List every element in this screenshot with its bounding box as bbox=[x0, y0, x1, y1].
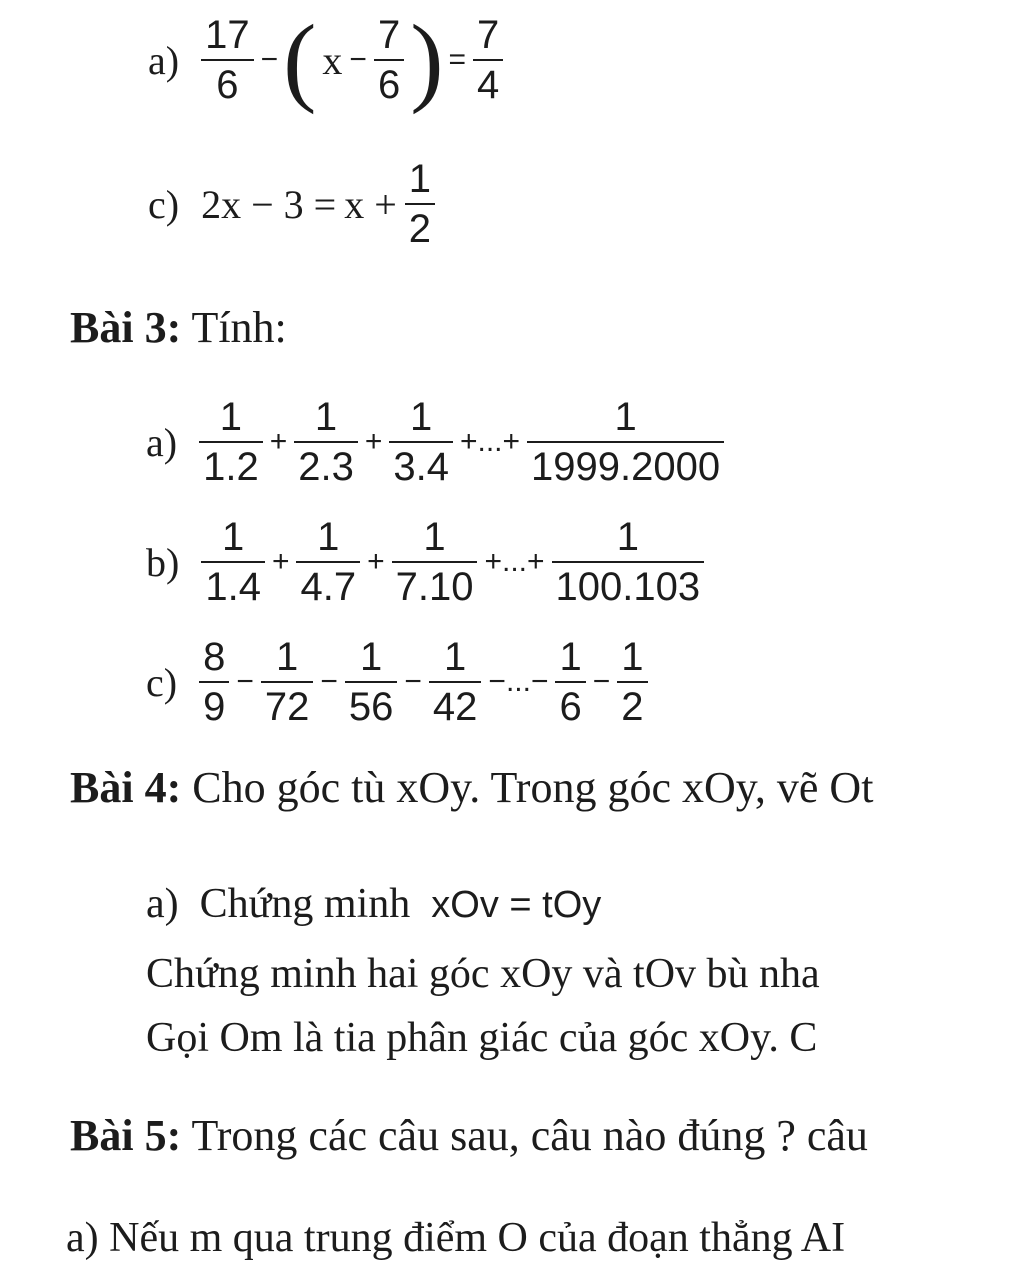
equation-a: a) $\frac{17}{6}$ − ( x − $\frac{7}{6}$ ) = $\frac{7}{4}$ bbox=[148, 10, 507, 110]
label-c: c) bbox=[148, 181, 180, 227]
item-5a: a) Nếu m qua trung điểm O của đoạn thẳng AI bbox=[66, 1215, 846, 1261]
sum-3a: a) $\frac{1}{1.2}$ + $\frac{1}{2.3}$ + $\frac{1}{3.4}$ +...+ $\frac{1}{1999.2000}$ bbox=[146, 396, 728, 488]
term: $\frac{1}{1.4}$ bbox=[201, 516, 265, 608]
term-last: $\frac{1}{2}$ bbox=[617, 636, 647, 728]
term: $\frac{1}{1.2}$ bbox=[199, 396, 263, 488]
equation-c: c) 2x − 3 = x + $\frac{1}{2}$ bbox=[148, 158, 439, 250]
heading-bai-5: Bài 5: Trong các câu sau, câu nào đúng ? câu bbox=[70, 1111, 868, 1160]
fraction-7-6: $\frac{7}{6}$ bbox=[374, 14, 404, 106]
fraction-17-6: $\frac{17}{6}$ bbox=[201, 14, 254, 106]
item-4a: a) Chứng minh xOv = tOy bbox=[146, 881, 602, 927]
term: $\frac{1}{56}$ bbox=[345, 636, 398, 728]
sum-3b: b) $\frac{1}{1.4}$ + $\frac{1}{4.7}$ + $\frac{1}{7.10}$ +...+ $\frac{1}{100.103}$ bbox=[146, 516, 708, 608]
item-4c: Gọi Om là tia phân giác của góc xOy. C bbox=[146, 1015, 818, 1061]
fraction-1-2: $\frac{1}{2}$ bbox=[405, 158, 435, 250]
term: $\frac{1}{2.3}$ bbox=[294, 396, 358, 488]
fraction-7-4: $\frac{7}{4}$ bbox=[473, 14, 503, 106]
heading-bai-3: Bài 3: Tính: bbox=[70, 303, 287, 352]
term-last: $\frac{1}{1999.2000}$ bbox=[527, 396, 724, 488]
label-a: a) bbox=[148, 37, 180, 83]
item-4b: Chứng minh hai góc xOy và tOv bù nha bbox=[146, 951, 820, 997]
term: $\frac{1}{42}$ bbox=[429, 636, 482, 728]
term: $\frac{8}{9}$ bbox=[199, 636, 229, 728]
heading-bai-4: Bài 4: Cho góc tù xOy. Trong góc xOy, vẽ Ot bbox=[70, 763, 874, 812]
term: $\frac{1}{7.10}$ bbox=[392, 516, 478, 608]
term-last: $\frac{1}{100.103}$ bbox=[552, 516, 705, 608]
term: $\frac{1}{3.4}$ bbox=[389, 396, 453, 488]
term: $\frac{1}{72}$ bbox=[261, 636, 314, 728]
sum-3c: c) $\frac{8}{9}$ − $\frac{1}{72}$ − $\frac{1}{56}$ − $\frac{1}{42}$ −...− $\frac{1}{6}$ − $\frac{1}{2}$ bbox=[146, 636, 652, 728]
term: $\frac{1}{4.7}$ bbox=[296, 516, 360, 608]
term: $\frac{1}{6}$ bbox=[555, 636, 585, 728]
